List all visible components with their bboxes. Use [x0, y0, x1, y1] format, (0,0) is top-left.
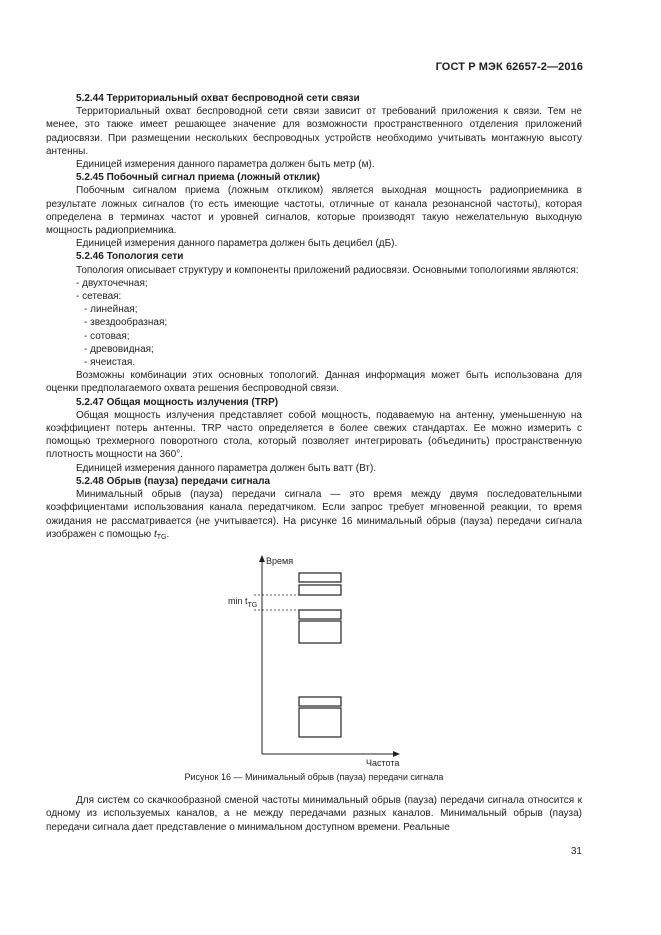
figure-16	[46, 544, 582, 769]
paragraph: Территориальный охват беспроводной сети связи зависит от требований приложения к связи. Тем не менее, это также имеет решающее значение для возможности пространственного отделения приложений радиосвязи. При размещении нескольких беспроводных устройств необходимо учитывать монтажную высоту антенны.	[46, 106, 582, 157]
x-axis-label: Частота	[366, 757, 400, 768]
symbol-end: .	[166, 528, 170, 540]
section-heading: 5.2.47 Общая мощность излучения (TRP)	[76, 396, 279, 408]
hop-channel-c-long	[299, 708, 341, 737]
symbol-subscript: TG	[156, 533, 167, 541]
hop-channel-c-short	[299, 697, 341, 706]
list-item: - сетевая:	[76, 291, 122, 303]
min-ttg-subscript: TG	[247, 601, 258, 609]
paragraph: Единицей измерения данного параметра должен быть ватт (Вт).	[76, 462, 377, 474]
paragraph: Общая мощность излучения представляет собой мощность, подаваемую на антенну, уменьшенную на коэффициент потерь антенны. TRP часто определяется в более свежих стандартах. Ее можно измерить с помощью трехмерного поворотного стола, который позволяет интегрировать (объединить) пространственную плотность мощности на 360°.	[46, 409, 582, 461]
min-ttg-label	[228, 596, 257, 609]
paragraph-text: Минимальный обрыв (пауза) передачи сигнала — это время между двумя последовательными коэффициентами использования канала передатчиком. Если запрос требует мгновенной реакции, то время ожидания не рассматривается (не учитывается). На рисунке 16 минимальный обрыв (пауза) передачи сигнала изображен с помощью	[46, 489, 582, 540]
list-item: - двухточечная;	[76, 277, 148, 289]
paragraph: Возможны комбинации этих основных топологий. Данная информация может быть использована для оценки предполагаемого охвата решения беспроводной связи.	[46, 370, 582, 395]
hop-channel-b-long	[299, 621, 341, 643]
list-item: - звездообразная;	[84, 317, 168, 329]
min-ttg-text: min t	[228, 595, 248, 606]
document-header: ГОСТ Р МЭК 62657-2—2016	[435, 61, 583, 73]
hop-channel-b-short	[299, 610, 341, 619]
list-item: - линейная;	[84, 304, 138, 316]
y-axis-label: Время	[266, 555, 294, 566]
paragraph: Для систем со скачкообразной сменой частоты минимальный обрыв (пауза) передачи сигнала относится к одному из используемых каналов, а не между передачами разных каналов. Минимальный обрыв (пауза) передачи сигнала дает представление о минимальном доступном времени. Реальные	[46, 795, 582, 833]
symbol-t: t	[153, 528, 157, 540]
section-heading: 5.2.45 Побочный сигнал приема (ложный отклик)	[76, 172, 321, 184]
paragraph	[46, 488, 582, 544]
section-heading: 5.2.44 Территориальный охват беспроводной сети связи	[76, 93, 360, 104]
page-number: 31	[570, 846, 582, 857]
list-item: - ячеистая.	[84, 357, 136, 369]
hopping-diagram	[46, 544, 582, 769]
list-item: - сотовая;	[84, 330, 130, 342]
hop-channel-a-short	[299, 573, 341, 582]
y-axis-arrow-icon	[259, 555, 265, 562]
paragraph: Побочным сигналом приема (ложным откликом) является выходная мощность радиоприемника в результате ложных сигналов (то есть имеющие частоты, отличные от канала резонансной частоты), которая определена в терминах частот и уровней сигналов, которые производят такую нежелательную выходную мощность радиоприемника.	[46, 185, 582, 237]
paragraph: Топология описывает структуру и компоненты приложений радиосвязи. Основными топологиями являются:	[76, 264, 579, 276]
section-heading: 5.2.46 Топология сети	[76, 251, 184, 263]
x-axis-arrow-icon	[393, 751, 400, 757]
page-content	[46, 92, 582, 834]
hop-channel-a-long	[299, 585, 341, 595]
list-item: - древовидная;	[84, 343, 154, 355]
figure-caption: Рисунок 16 — Минимальный обрыв (пауза) передачи сигнала	[184, 771, 444, 782]
paragraph: Единицей измерения данного параметра должен быть децибел (дБ).	[76, 238, 398, 250]
paragraph: Единицей измерения данного параметра должен быть метр (м).	[76, 159, 375, 171]
section-heading: 5.2.48 Обрыв (пауза) передачи сигнала	[76, 475, 271, 487]
